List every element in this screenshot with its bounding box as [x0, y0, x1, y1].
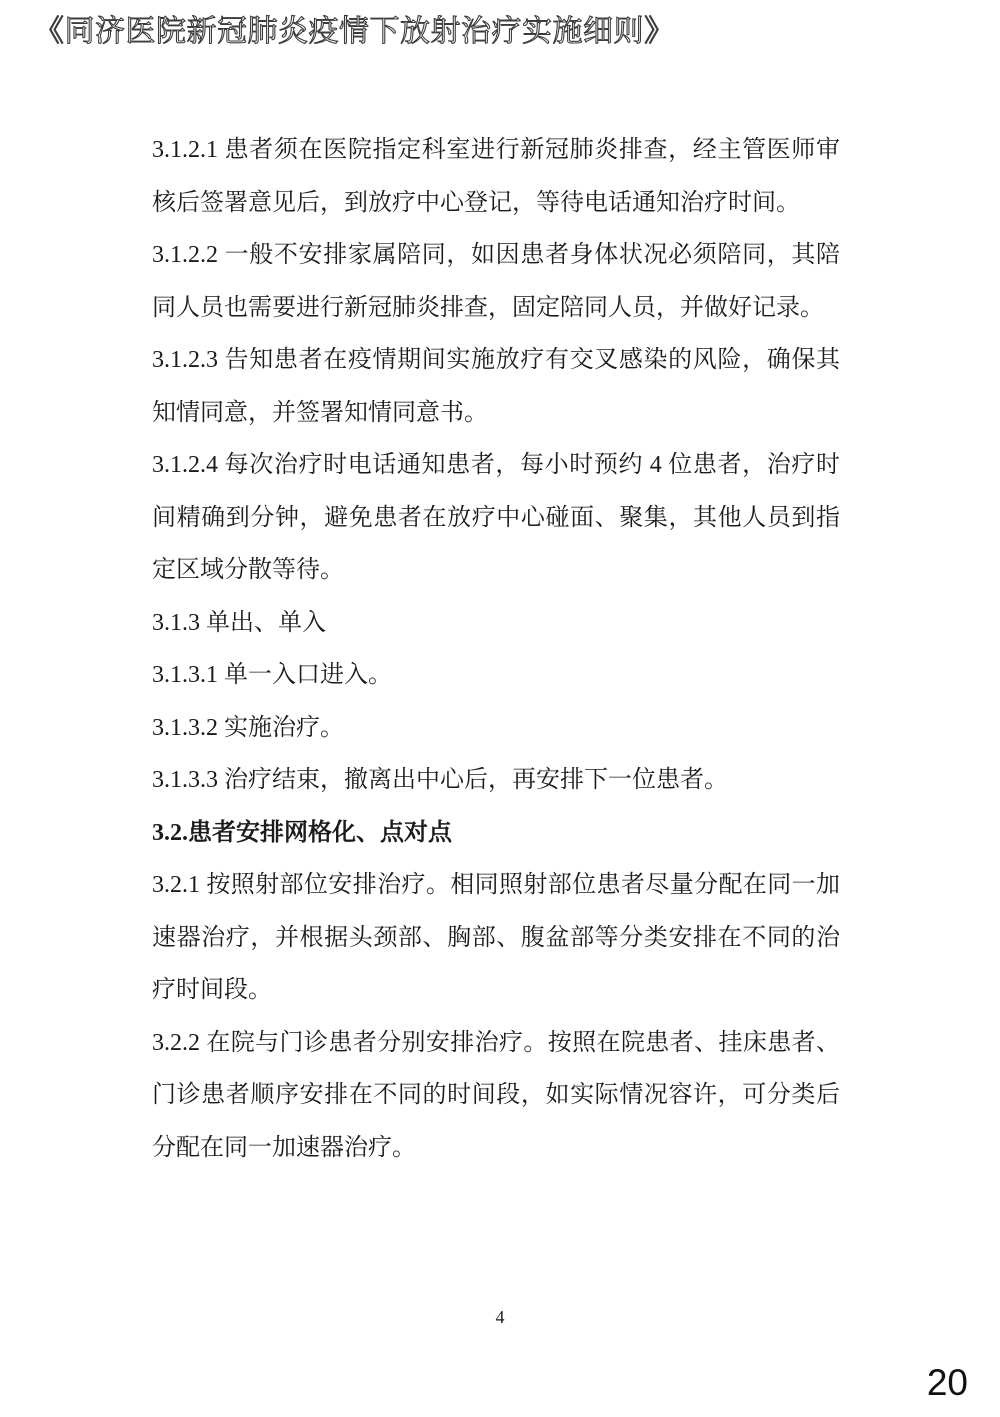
- paragraph-3-2-1: 3.2.1 按照射部位安排治疗。相同照射部位患者尽量分配在同一加速器治疗，并根据头颈部、胸部、腹盆部等分类安排在不同的治疗时间段。: [152, 872, 840, 1003]
- paragraph-3-1-2-1: 3.1.2.1 患者须在医院指定科室进行新冠肺炎排查，经主管医师审核后签署意见后，到放疗中心登记，等待电话通知治疗时间。: [152, 137, 840, 216]
- corner-page-number: 20: [926, 1362, 968, 1403]
- document-header-title: 《同济医院新冠肺炎疫情下放射治疗实施细则》: [34, 15, 675, 48]
- paragraph-3-2-2: 3.2.2 在院与门诊患者分别安排治疗。按照在院患者、挂床患者、门诊患者顺序安排在不同的时间段，如实际情况容许，可分类后分配在同一加速器治疗。: [152, 1029, 840, 1161]
- paragraph-3-1-3-2: 3.1.3.2 实施治疗。: [152, 714, 344, 741]
- section-heading-3-2: 3.2.患者安排网格化、点对点: [152, 819, 452, 846]
- paragraph-3-1-2-3: 3.1.2.3 告知患者在疫情期间实施放疗有交叉感染的风险，确保其知情同意，并签署知情同意书。: [152, 347, 840, 426]
- paragraph-3-1-3: 3.1.3 单出、单入: [152, 609, 326, 636]
- document-body: [152, 124, 840, 1174]
- paragraph-3-1-3-3: 3.1.3.3 治疗结束，撤离出中心后，再安排下一位患者。: [152, 767, 728, 793]
- paragraph-3-1-2-4: 3.1.2.4 每次治疗时电话通知患者，每小时预约 4 位患者，治疗时间精确到分钟，避免患者在放疗中心碰面、聚集，其他人员到指定区域分散等待。: [152, 452, 840, 583]
- page-number: 4: [495, 1307, 505, 1327]
- paragraph-3-1-2-2: 3.1.2.2 一般不安排家属陪同，如因患者身体状况必须陪同，其陪同人员也需要进行新冠肺炎排查，固定陪同人员，并做好记录。: [152, 242, 840, 321]
- paragraph-3-1-3-1: 3.1.3.1 单一入口进入。: [152, 662, 392, 688]
